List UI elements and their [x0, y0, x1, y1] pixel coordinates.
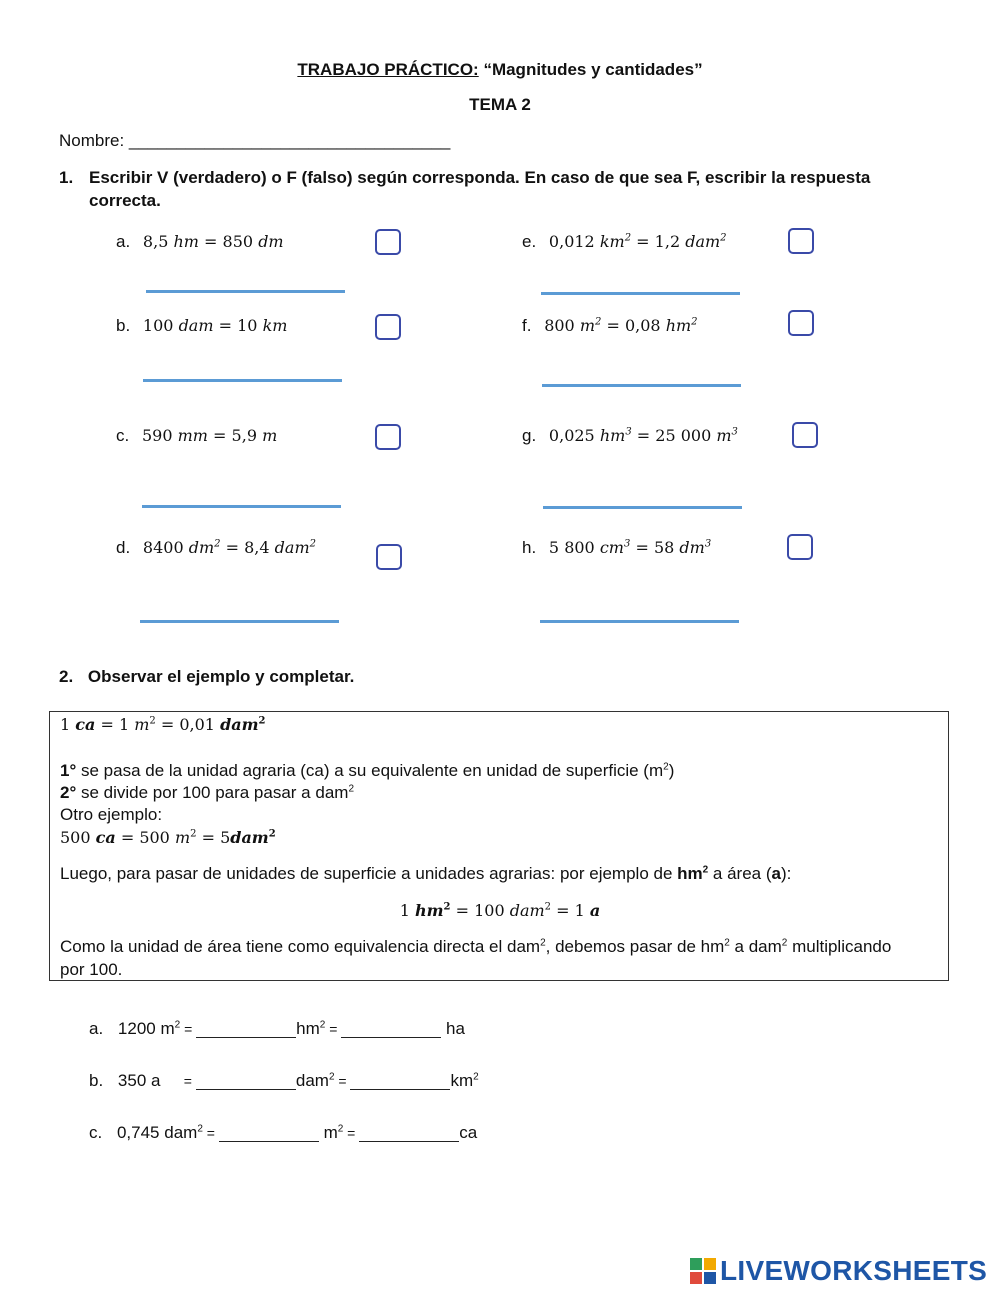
lhs-unit: m: [579, 316, 595, 335]
ex3-a: 1: [399, 901, 415, 920]
rhs-unit: dam: [274, 538, 310, 557]
equation: 0,012 $km^2 = 1,2$ dam$^2$: [548, 232, 727, 251]
item-letter: h.: [522, 538, 537, 557]
ex2-b: ca: [95, 828, 116, 847]
exercise-start: 1200 m: [117, 1019, 175, 1038]
logo-square-1: [690, 1258, 702, 1270]
item-letter: a.: [116, 232, 131, 251]
exercise-letter: a.: [89, 1019, 104, 1038]
answer-line-e[interactable]: [541, 292, 740, 295]
answer-line-b[interactable]: [143, 379, 342, 382]
answer-line-f[interactable]: [542, 384, 741, 387]
step-1-exp: 2: [663, 761, 669, 773]
ex3-g: = 1: [551, 901, 590, 920]
como-text-line-1: [60, 937, 891, 957]
blank-c-2[interactable]: [359, 1125, 459, 1142]
step-1-text: se pasa de la unidad agraria (ca) a su equivalente en unidad de superficie (m: [76, 761, 664, 780]
item-b: [116, 316, 287, 336]
como-exp3: 2: [781, 937, 788, 949]
equation: 8400 $dm^2 = 8,4$ dam$^2$: [142, 538, 316, 557]
lhs-value: 0,012: [548, 232, 595, 251]
answer-input-f[interactable]: [542, 358, 745, 384]
rhs-unit: m: [716, 426, 732, 445]
liveworksheets-logo[interactable]: [690, 1255, 987, 1287]
exercise-eq1: =: [202, 1125, 219, 1141]
answer-input-b[interactable]: [143, 353, 346, 379]
question-1-text: Escribir V (verdadero) o F (falso) según corresponda. En caso de que sea F, escribir la respuesta correcta.: [89, 168, 871, 210]
exercise-start: 0,745 dam: [116, 1123, 198, 1142]
ex3-e: dam: [509, 901, 545, 920]
rhs-unit: dm: [679, 538, 705, 557]
rhs-value: 0,08: [624, 316, 661, 335]
exercise-start: 350 a: [117, 1071, 161, 1090]
rhs-unit: hm: [665, 316, 692, 335]
luego-text: [60, 864, 791, 884]
rhs-value: 10: [237, 316, 258, 335]
ex2-h: 2: [268, 828, 276, 840]
rhs-exp: 3: [731, 426, 738, 438]
blank-input-a-1[interactable]: [196, 1023, 296, 1039]
exercise-letter: b.: [89, 1071, 104, 1090]
checkbox-g[interactable]: [792, 422, 818, 448]
item-c: [116, 426, 277, 446]
equation: 590 mm = 5,9 m: [141, 426, 278, 445]
como-b: , debemos pasar de hm: [545, 937, 725, 956]
item-a: [116, 232, 284, 252]
exercise-b: [89, 1071, 479, 1091]
checkbox-a[interactable]: [375, 229, 401, 255]
ex3-d: = 100: [450, 901, 510, 920]
exercise-start-exp: 2: [197, 1123, 203, 1135]
rhs-unit: km: [262, 316, 288, 335]
ex3-b: hm: [414, 901, 444, 920]
answer-input-h[interactable]: [540, 594, 743, 620]
answer-line-d[interactable]: [140, 620, 339, 623]
equation: 8,5 hm = 850 dm: [142, 232, 284, 251]
exercise-a: [89, 1019, 465, 1039]
luego-b: hm: [677, 864, 703, 883]
exercise-end: km: [450, 1071, 474, 1090]
rhs-exp: 2: [309, 538, 316, 550]
item-letter: d.: [116, 538, 131, 557]
logo-square-2: [704, 1258, 716, 1270]
checkbox-b[interactable]: [375, 314, 401, 340]
equation: 100 dam = 10 km: [142, 316, 288, 335]
blank-b-2[interactable]: [350, 1073, 450, 1090]
ex2-c: = 500: [115, 828, 175, 847]
answer-input-a[interactable]: [146, 264, 349, 290]
item-letter: g.: [522, 426, 537, 445]
lhs-exp: 3: [623, 538, 631, 550]
step-1: [60, 761, 674, 781]
exercise-start-exp: 2: [174, 1019, 181, 1031]
como-exp2: 2: [724, 937, 730, 949]
example-box: [49, 711, 949, 981]
equation: 5 800 $cm^3 = 58$ $dm^3$: [548, 538, 712, 557]
lhs-unit: km: [599, 232, 625, 251]
example-3: [50, 901, 950, 920]
ex3-f: 2: [544, 901, 552, 913]
como-d: multiplicando: [787, 937, 892, 956]
exercise-eq1: =: [180, 1021, 197, 1037]
lhs-value: 100: [142, 316, 174, 335]
lhs-exp: 3: [625, 426, 632, 438]
step-2-text: se divide por 100 para pasar a dam: [76, 783, 349, 802]
lhs-unit: dm: [188, 538, 215, 557]
lhs-value: 0,025: [548, 426, 595, 445]
como-a: Como la unidad de área tiene como equivalencia directa el dam: [60, 937, 541, 956]
exercise-eq1: =: [160, 1073, 196, 1089]
exercise-mid-exp: 2: [337, 1123, 344, 1135]
lhs-unit: hm: [173, 232, 199, 251]
nombre-line: __________________________________: [128, 131, 451, 150]
ex1-e: 2: [149, 715, 156, 727]
example-2: [60, 828, 276, 847]
exercise-mid-exp: 2: [319, 1019, 326, 1031]
rhs-value: 8,4: [244, 538, 270, 557]
item-letter: f.: [522, 316, 532, 335]
item-f: [522, 316, 698, 336]
exercise-eq2: =: [325, 1021, 342, 1037]
answer-line-c[interactable]: [142, 505, 341, 508]
title-underlined: TRABAJO PRÁCTICO:: [297, 60, 479, 79]
tema-heading: TEMA 2: [469, 95, 531, 114]
step-2-number: 2°: [60, 783, 77, 802]
rhs-value: 5,9: [231, 426, 257, 445]
nombre-label: Nombre:: [59, 131, 125, 150]
lhs-exp: 2: [624, 232, 632, 244]
item-letter: e.: [522, 232, 537, 251]
step-1-number: 1°: [60, 761, 77, 780]
checkbox-d[interactable]: [376, 544, 402, 570]
lhs-exp: 2: [595, 316, 602, 328]
step-1-close: ): [668, 761, 675, 780]
item-h: [522, 538, 711, 558]
item-letter: c.: [116, 426, 130, 445]
exercise-letter: c.: [89, 1123, 103, 1142]
checkbox-f[interactable]: [788, 310, 814, 336]
ex2-d: m: [174, 828, 191, 847]
exercise-mid-exp: 2: [328, 1071, 335, 1083]
question-1-number: 1.: [59, 168, 74, 187]
nombre-row: [59, 131, 450, 151]
item-d: [116, 538, 316, 558]
question-2-text: Observar el ejemplo y completar.: [87, 667, 355, 686]
example-1: [60, 715, 266, 734]
ex2-g: dam: [230, 828, 269, 847]
logo-square-4: [704, 1272, 716, 1284]
ex1-f: = 0,01: [155, 715, 221, 734]
answer-input-d[interactable]: [140, 594, 343, 620]
ex2-e: 2: [190, 828, 197, 840]
otro-ejemplo-label: Otro ejemplo:: [60, 805, 163, 824]
answer-input-e[interactable]: [541, 266, 744, 292]
exercise-eq2: =: [334, 1073, 351, 1089]
checkbox-h[interactable]: [787, 534, 813, 560]
logo-square-3: [690, 1272, 702, 1284]
answer-input-c[interactable]: [142, 479, 345, 505]
item-e: [522, 232, 727, 252]
exercise-mid: dam: [295, 1071, 329, 1090]
exercise-c: [89, 1123, 477, 1143]
step-2: [60, 783, 354, 803]
exercise-mid: hm: [296, 1019, 320, 1038]
rhs-exp: 2: [720, 232, 727, 244]
checkbox-e[interactable]: [788, 228, 814, 254]
ex2-f: = 5: [196, 828, 231, 847]
lhs-exp: 2: [214, 538, 221, 550]
lhs-value: 800: [544, 316, 575, 335]
item-letter: b.: [116, 316, 131, 335]
ex1-h: 2: [258, 715, 266, 727]
title-rest: “Magnitudes y cantidades”: [478, 60, 703, 79]
rhs-unit: m: [262, 426, 278, 445]
exercise-end: ha: [441, 1019, 465, 1038]
answer-line-h[interactable]: [540, 620, 739, 623]
rhs-unit: dm: [258, 232, 284, 251]
equation: 0,025 $hm^3 = 25$ 000 $m^3$: [548, 426, 738, 445]
ex1-b: ca: [75, 715, 96, 734]
step-2-exp: 2: [348, 783, 354, 795]
lhs-value: 5 800: [548, 538, 595, 557]
lhs-value: 590: [141, 426, 173, 445]
question-2-number: 2.: [59, 667, 74, 686]
luego-a: Luego, para pasar de unidades de superficie a unidades agrarias: por ejemplo de: [60, 864, 678, 883]
exercise-eq2: =: [343, 1125, 360, 1141]
worksheet-title: [0, 60, 1000, 80]
lhs-unit: hm: [599, 426, 626, 445]
lhs-unit: dam: [178, 316, 214, 335]
como-text-line-2: por 100.: [60, 960, 123, 979]
blank-input-b-2[interactable]: [350, 1075, 450, 1091]
answer-line-g[interactable]: [543, 506, 742, 509]
rhs-unit: dam: [685, 232, 721, 251]
blank-c-1[interactable]: [219, 1125, 319, 1142]
luego-d: a: [771, 864, 781, 883]
lhs-value: 8,5: [142, 232, 169, 251]
exercise-mid: m: [318, 1123, 338, 1142]
como-exp1: 2: [540, 937, 546, 949]
rhs-value: 25 000: [655, 426, 712, 445]
rhs-value: 58: [653, 538, 675, 557]
blank-a-1[interactable]: [196, 1021, 296, 1038]
rhs-value: 1,2: [654, 232, 681, 251]
blank-input-c-1[interactable]: [219, 1127, 319, 1143]
blank-b-1[interactable]: [196, 1073, 296, 1090]
luego-c: a área (: [708, 864, 772, 883]
lhs-value: 8400: [142, 538, 184, 557]
answer-input-g[interactable]: [543, 480, 746, 506]
como-c: a dam: [729, 937, 782, 956]
equation: 800 $m^2 = 0,08$ $hm^2$: [544, 316, 698, 335]
ex3-c: 2: [443, 901, 451, 913]
blank-a-2[interactable]: [341, 1021, 441, 1038]
luego-exp: 2: [702, 864, 709, 876]
item-g: [522, 426, 738, 446]
blank-input-b-1[interactable]: [196, 1075, 296, 1091]
rhs-exp: 3: [704, 538, 712, 550]
blank-input-c-2[interactable]: [359, 1127, 459, 1143]
ex1-a: 1: [60, 715, 76, 734]
question-1: [59, 166, 939, 212]
exercise-end: ca: [459, 1123, 478, 1142]
ex3-h: a: [589, 901, 601, 920]
exercise-end-exp: 2: [473, 1071, 479, 1083]
ex1-d: m: [134, 715, 150, 734]
lhs-unit: cm: [599, 538, 624, 557]
answer-line-a[interactable]: [146, 290, 345, 293]
logo-mark-icon: [690, 1258, 716, 1284]
question-2: [59, 667, 354, 687]
rhs-value: 850: [222, 232, 254, 251]
blank-input-a-2[interactable]: [341, 1023, 441, 1039]
ex2-a: 500: [60, 828, 96, 847]
checkbox-c[interactable]: [375, 424, 401, 450]
lhs-unit: mm: [177, 426, 208, 445]
rhs-exp: 2: [691, 316, 698, 328]
ex1-c: = 1: [95, 715, 135, 734]
ex1-g: dam: [220, 715, 259, 734]
luego-e: ):: [780, 864, 792, 883]
logo-text: LIVEWORKSHEETS: [720, 1255, 988, 1286]
